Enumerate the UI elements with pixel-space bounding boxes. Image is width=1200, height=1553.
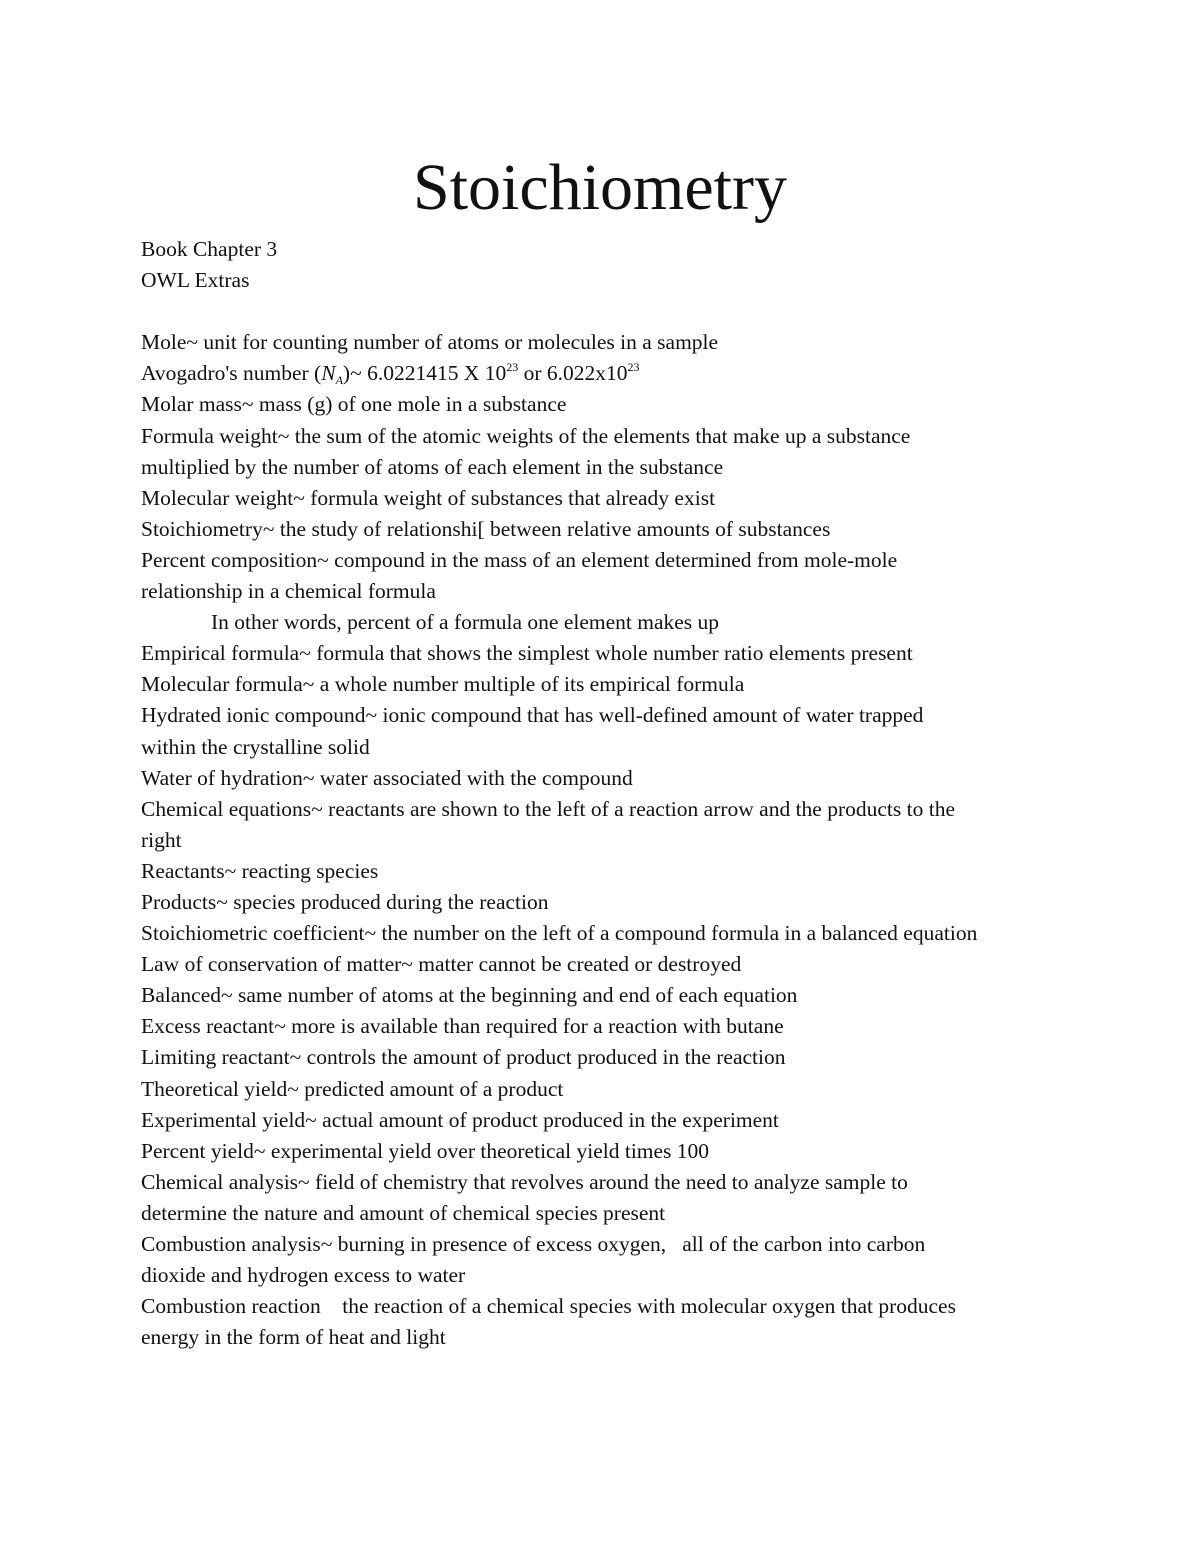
definition-experimental-yield: Experimental yield~ actual amount of product produced in the experiment — [141, 1107, 779, 1132]
avogadro-prefix: Avogadro's number ( — [141, 361, 322, 386]
definition-stoichiometry: Stoichiometry~ the study of relationshi[ between relative amounts of substances — [141, 516, 831, 541]
avogadro-symbol: N — [321, 361, 336, 386]
definition-combustion-analysis-cont: dioxide and hydrogen excess to water — [141, 1263, 466, 1288]
definition-formula-weight: Formula weight~ the sum of the atomic weights of the elements that make up a substance — [141, 423, 911, 448]
definition-combustion-reaction-cont: energy in the form of heat and light — [141, 1325, 446, 1350]
definition-molecular-weight: Molecular weight~ formula weight of substances that already exist — [141, 485, 716, 510]
avogadro-symbol-subscript: A — [335, 373, 343, 388]
blank-line — [141, 296, 1141, 327]
definition-limiting-reactant: Limiting reactant~ controls the amount of product produced in the reaction — [141, 1045, 786, 1070]
definition-chemical-analysis: Chemical analysis~ field of chemistry that revolves around the need to analyze sample to — [141, 1169, 908, 1194]
avogadro-exponent-1: 23 — [506, 360, 519, 375]
definition-excess-reactant: Excess reactant~ more is available than required for a reaction with butane — [141, 1014, 784, 1039]
avogadro-value-short: or 6.022x10 — [518, 361, 628, 386]
definition-percent-composition-note: In other words, percent of a formula one element makes up — [211, 610, 720, 635]
definition-water-of-hydration: Water of hydration~ water associated with the compound — [141, 765, 633, 790]
definition-balanced: Balanced~ same number of atoms at the beginning and end of each equation — [141, 983, 798, 1008]
definition-mole: Mole~ unit for counting number of atoms or molecules in a sample — [141, 330, 719, 355]
definition-stoichiometric-coefficient: Stoichiometric coefficient~ the number on the left of a compound formula in a balanced equation — [141, 921, 978, 946]
avogadro-value: )~ 6.0221415 X 10 — [342, 361, 507, 386]
definition-reactants: Reactants~ reacting species — [141, 858, 379, 883]
definition-percent-composition: Percent composition~ compound in the mass of an element determined from mole-mole — [141, 547, 898, 572]
definition-molecular-formula: Molecular formula~ a whole number multiple of its empirical formula — [141, 672, 745, 697]
page-title: Stoichiometry — [413, 151, 787, 224]
header-line-chapter: Book Chapter 3 — [141, 237, 278, 261]
definition-chemical-equations-cont: right — [141, 827, 182, 852]
definition-chemical-analysis-cont: determine the nature and amount of chemical species present — [141, 1200, 666, 1225]
definition-percent-composition-cont: relationship in a chemical formula — [141, 579, 436, 604]
definition-products: Products~ species produced during the reaction — [141, 889, 549, 914]
definition-theoretical-yield: Theoretical yield~ predicted amount of a product — [141, 1076, 564, 1101]
header-line-owl: OWL Extras — [141, 268, 250, 293]
definition-avogadro — [141, 358, 1141, 389]
definition-combustion-analysis: Combustion analysis~ burning in presence of excess oxygen, all of the carbon into carbon — [141, 1232, 926, 1256]
definition-conservation-of-matter: Law of conservation of matter~ matter cannot be created or destroyed — [141, 952, 742, 977]
definition-formula-weight-cont: multiplied by the number of atoms of each element in the substance — [141, 454, 724, 479]
definition-hydrated-ionic-compound-cont: within the crystalline solid — [141, 734, 370, 759]
definition-empirical-formula: Empirical formula~ formula that shows the simplest whole number ratio elements present — [141, 641, 913, 666]
definition-percent-yield: Percent yield~ experimental yield over theoretical yield times 100 — [141, 1138, 710, 1163]
definition-chemical-equations: Chemical equations~ reactants are shown to the left of a reaction arrow and the products to the — [141, 796, 956, 821]
definition-hydrated-ionic-compound: Hydrated ionic compound~ ionic compound that has well-defined amount of water trapped — [141, 703, 924, 728]
avogadro-exponent-2: 23 — [627, 360, 640, 375]
definition-combustion-reaction: Combustion reaction the reaction of a chemical species with molecular oxygen that produces — [141, 1294, 956, 1319]
document-body — [141, 234, 1141, 1353]
definition-molar-mass: Molar mass~ mass (g) of one mole in a substance — [141, 392, 567, 417]
